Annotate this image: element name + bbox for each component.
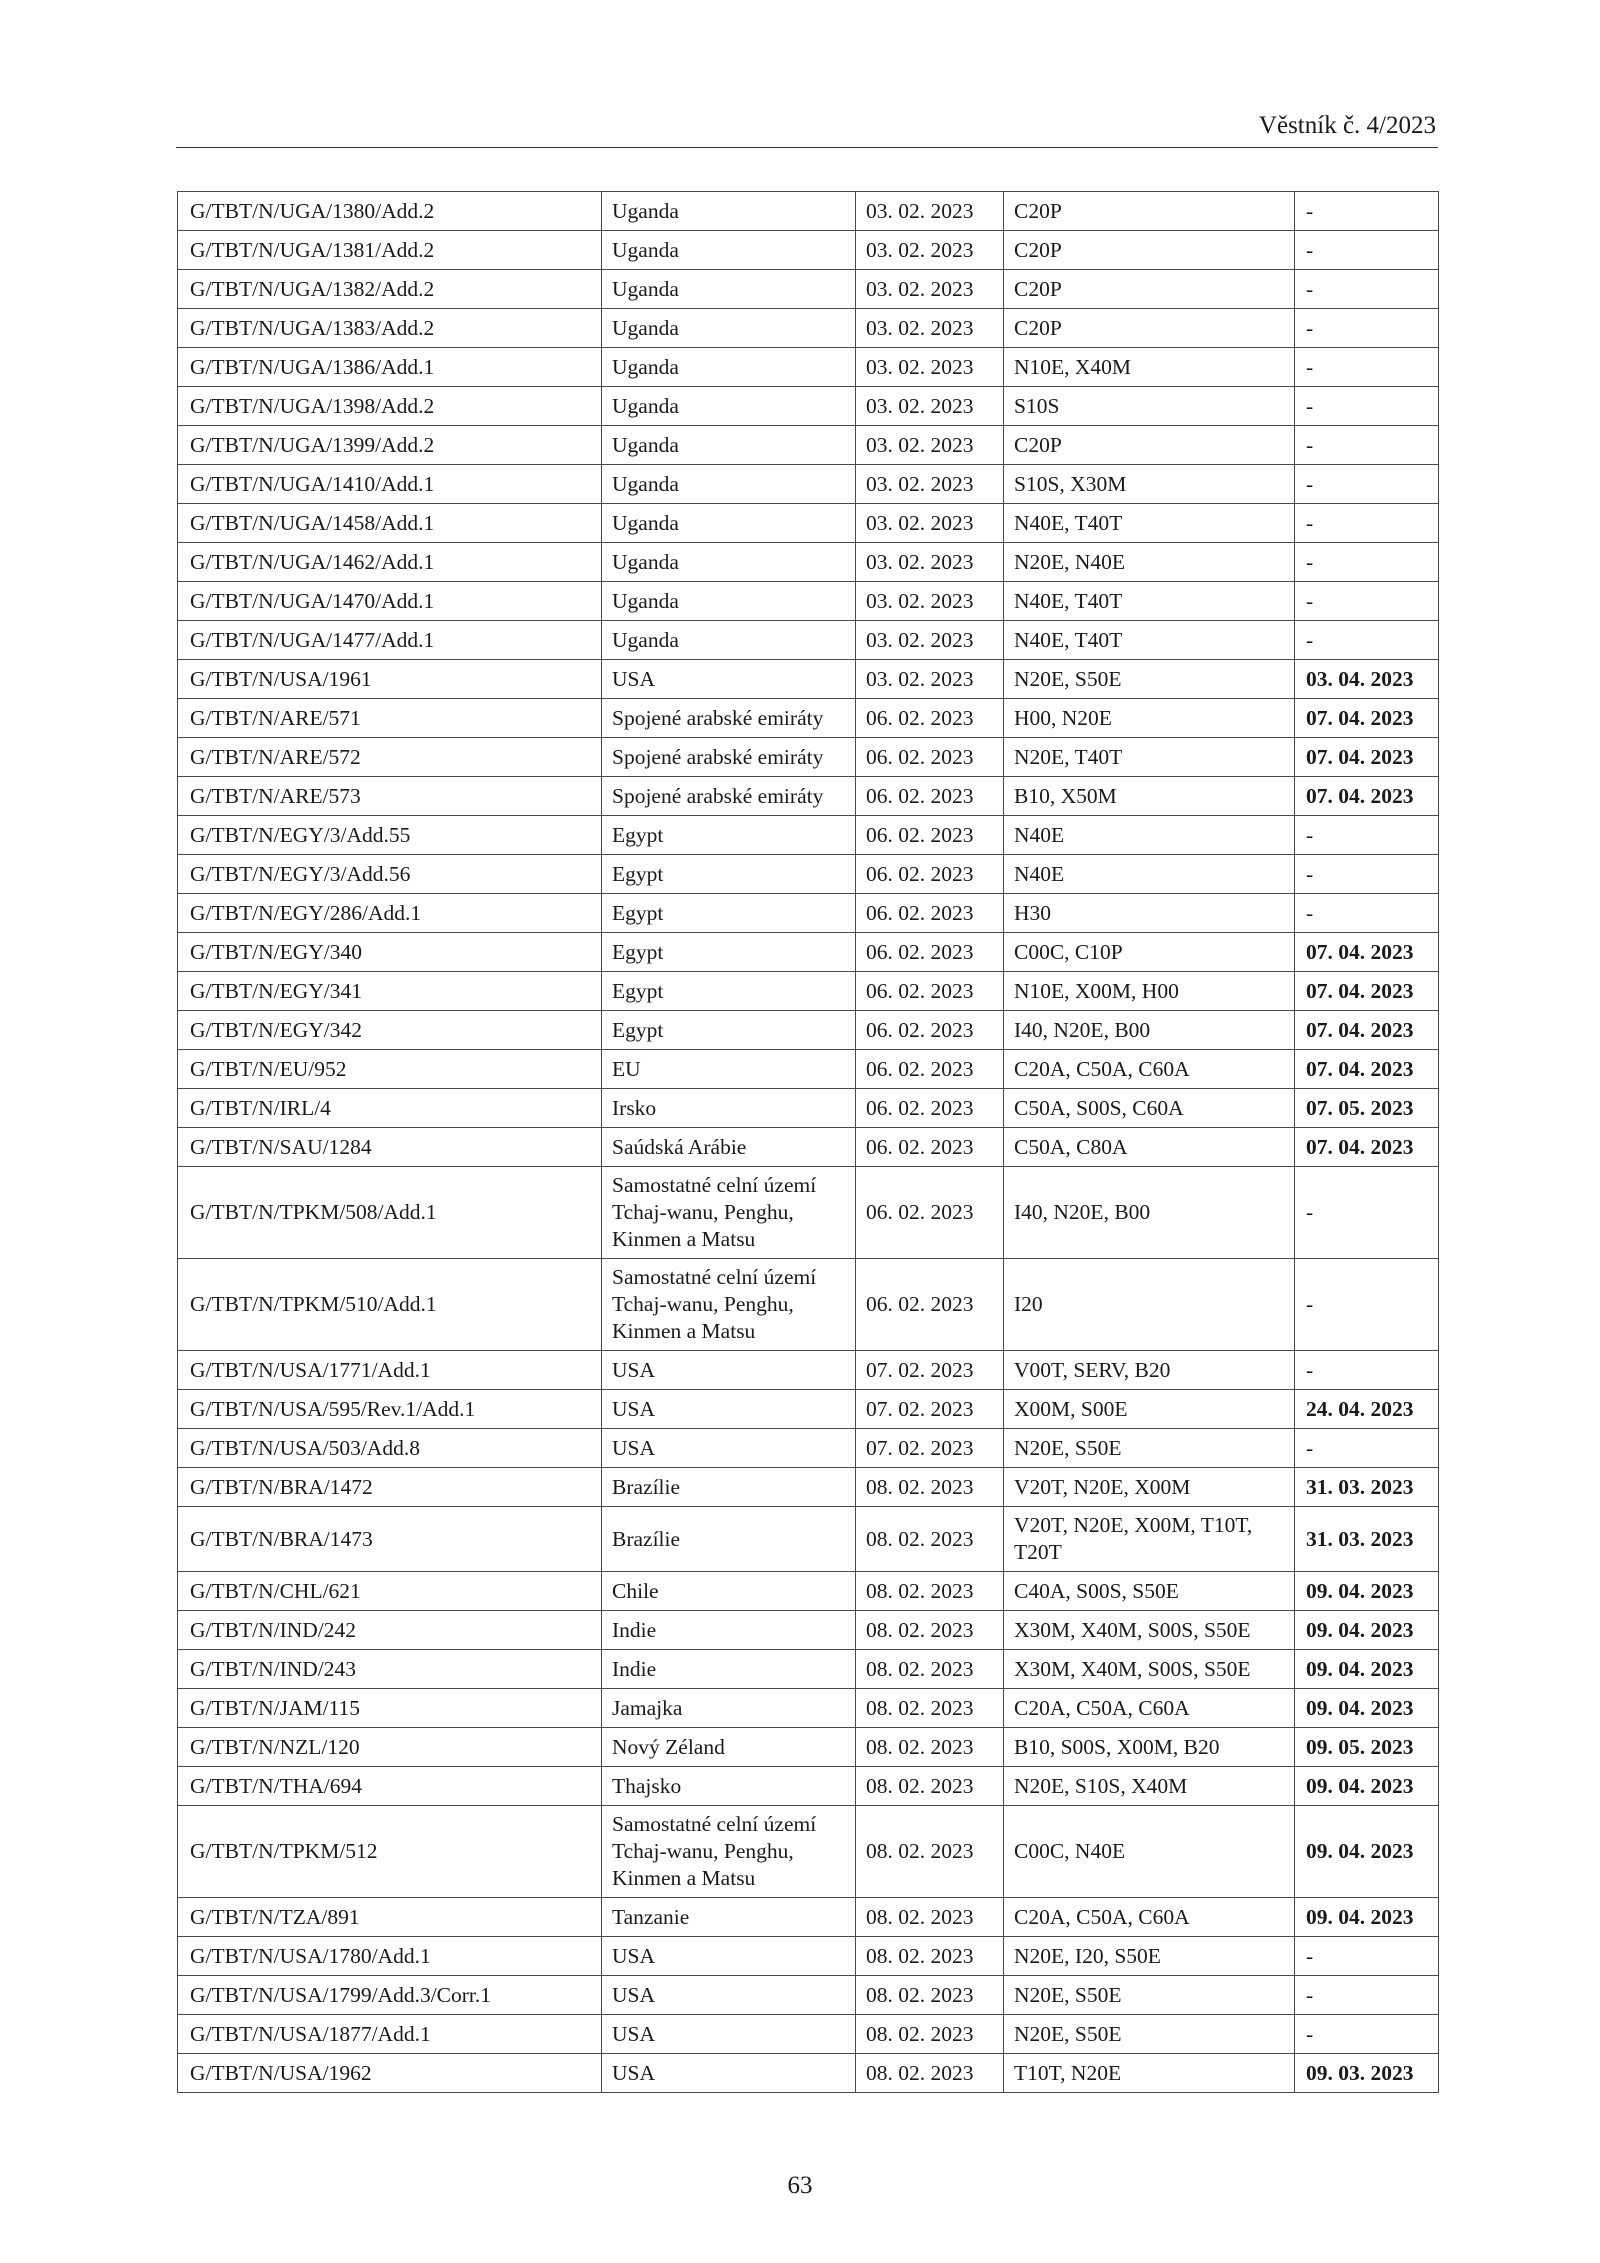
date-cell: 06. 02. 2023 (856, 1167, 1004, 1259)
member-cell: Uganda (602, 231, 856, 270)
document-symbol-cell: G/TBT/N/BRA/1473 (178, 1507, 602, 1572)
member-cell: Thajsko (602, 1767, 856, 1806)
table-body (178, 192, 1439, 2093)
document-symbol-cell: G/TBT/N/UGA/1477/Add.1 (178, 621, 602, 660)
date-cell: 03. 02. 2023 (856, 309, 1004, 348)
date-cell: 08. 02. 2023 (856, 1767, 1004, 1806)
document-symbol-cell: G/TBT/N/IRL/4 (178, 1089, 602, 1128)
deadline-cell: 09. 04. 2023 (1295, 1898, 1439, 1937)
member-cell: Nový Zéland (602, 1728, 856, 1767)
date-cell: 07. 02. 2023 (856, 1429, 1004, 1468)
codes-cell: V20T, N20E, X00M, T10T, T20T (1004, 1507, 1295, 1572)
date-cell: 03. 02. 2023 (856, 582, 1004, 621)
table-row (178, 1507, 1439, 1572)
document-symbol-cell: G/TBT/N/THA/694 (178, 1767, 602, 1806)
member-cell: Samostatné celní území Tchaj-wanu, Penghu, Kinmen a Matsu (602, 1167, 856, 1259)
document-symbol-cell: G/TBT/N/ARE/571 (178, 699, 602, 738)
page-number: 63 (787, 2172, 813, 2199)
member-cell: Uganda (602, 621, 856, 660)
date-cell: 03. 02. 2023 (856, 192, 1004, 231)
codes-cell: X30M, X40M, S00S, S50E (1004, 1611, 1295, 1650)
document-symbol-cell: G/TBT/N/BRA/1472 (178, 1468, 602, 1507)
table-row (178, 1128, 1439, 1167)
codes-cell: V00T, SERV, B20 (1004, 1351, 1295, 1390)
member-cell: Egypt (602, 1011, 856, 1050)
deadline-cell: - (1295, 1351, 1439, 1390)
deadline-cell: - (1295, 2015, 1439, 2054)
document-symbol-cell: G/TBT/N/EGY/3/Add.56 (178, 855, 602, 894)
document-symbol-cell: G/TBT/N/USA/595/Rev.1/Add.1 (178, 1390, 602, 1429)
table-row (178, 1689, 1439, 1728)
codes-cell: N20E, S50E (1004, 1429, 1295, 1468)
deadline-cell: 09. 04. 2023 (1295, 1650, 1439, 1689)
date-cell: 08. 02. 2023 (856, 1806, 1004, 1898)
document-symbol-cell: G/TBT/N/USA/1799/Add.3/Corr.1 (178, 1976, 602, 2015)
table-row (178, 1937, 1439, 1976)
deadline-cell: 07. 04. 2023 (1295, 933, 1439, 972)
table-row (178, 348, 1439, 387)
date-cell: 06. 02. 2023 (856, 894, 1004, 933)
document-symbol-cell: G/TBT/N/EU/952 (178, 1050, 602, 1089)
document-symbol-cell: G/TBT/N/ARE/572 (178, 738, 602, 777)
table-row (178, 309, 1439, 348)
document-symbol-cell: G/TBT/N/NZL/120 (178, 1728, 602, 1767)
document-symbol-cell: G/TBT/N/EGY/3/Add.55 (178, 816, 602, 855)
codes-cell: C00C, N40E (1004, 1806, 1295, 1898)
deadline-cell: 09. 04. 2023 (1295, 1572, 1439, 1611)
deadline-cell: 09. 03. 2023 (1295, 2054, 1439, 2093)
deadline-cell: - (1295, 192, 1439, 231)
document-symbol-cell: G/TBT/N/USA/1962 (178, 2054, 602, 2093)
table-row (178, 1468, 1439, 1507)
codes-cell: B10, X50M (1004, 777, 1295, 816)
member-cell: USA (602, 1390, 856, 1429)
date-cell: 06. 02. 2023 (856, 855, 1004, 894)
document-symbol-cell: G/TBT/N/UGA/1470/Add.1 (178, 582, 602, 621)
codes-cell: N20E, I20, S50E (1004, 1937, 1295, 1976)
codes-cell: C20P (1004, 426, 1295, 465)
table-row (178, 699, 1439, 738)
table-row (178, 816, 1439, 855)
document-symbol-cell: G/TBT/N/USA/1780/Add.1 (178, 1937, 602, 1976)
date-cell: 06. 02. 2023 (856, 816, 1004, 855)
codes-cell: N20E, S50E (1004, 660, 1295, 699)
document-symbol-cell: G/TBT/N/USA/1961 (178, 660, 602, 699)
document-symbol-cell: G/TBT/N/UGA/1381/Add.2 (178, 231, 602, 270)
notifications-table (177, 191, 1439, 2093)
document-symbol-cell: G/TBT/N/UGA/1462/Add.1 (178, 543, 602, 582)
member-cell: Tanzanie (602, 1898, 856, 1937)
document-symbol-cell: G/TBT/N/TPKM/508/Add.1 (178, 1167, 602, 1259)
deadline-cell: - (1295, 816, 1439, 855)
table-row (178, 972, 1439, 1011)
table-row (178, 504, 1439, 543)
deadline-cell: - (1295, 465, 1439, 504)
deadline-cell: 07. 04. 2023 (1295, 1128, 1439, 1167)
member-cell: USA (602, 2054, 856, 2093)
date-cell: 06. 02. 2023 (856, 777, 1004, 816)
table-row (178, 465, 1439, 504)
date-cell: 06. 02. 2023 (856, 1128, 1004, 1167)
deadline-cell: 07. 04. 2023 (1295, 777, 1439, 816)
table-row (178, 777, 1439, 816)
document-symbol-cell: G/TBT/N/IND/242 (178, 1611, 602, 1650)
date-cell: 03. 02. 2023 (856, 465, 1004, 504)
codes-cell: V20T, N20E, X00M (1004, 1468, 1295, 1507)
codes-cell: C20P (1004, 309, 1295, 348)
date-cell: 08. 02. 2023 (856, 2015, 1004, 2054)
deadline-cell: 07. 04. 2023 (1295, 1050, 1439, 1089)
member-cell: Uganda (602, 387, 856, 426)
member-cell: USA (602, 2015, 856, 2054)
date-cell: 03. 02. 2023 (856, 621, 1004, 660)
deadline-cell: 09. 04. 2023 (1295, 1806, 1439, 1898)
deadline-cell: - (1295, 426, 1439, 465)
table-row (178, 543, 1439, 582)
member-cell: Spojené arabské emiráty (602, 738, 856, 777)
deadline-cell: - (1295, 231, 1439, 270)
date-cell: 03. 02. 2023 (856, 231, 1004, 270)
document-symbol-cell: G/TBT/N/USA/1877/Add.1 (178, 2015, 602, 2054)
table-row (178, 1728, 1439, 1767)
codes-cell: N20E, S50E (1004, 1976, 1295, 2015)
codes-cell: X30M, X40M, S00S, S50E (1004, 1650, 1295, 1689)
table-row (178, 621, 1439, 660)
deadline-cell: - (1295, 270, 1439, 309)
table-row (178, 1259, 1439, 1351)
codes-cell: S10S, X30M (1004, 465, 1295, 504)
table-row (178, 231, 1439, 270)
codes-cell: B10, S00S, X00M, B20 (1004, 1728, 1295, 1767)
date-cell: 08. 02. 2023 (856, 1572, 1004, 1611)
member-cell: Egypt (602, 894, 856, 933)
document-symbol-cell: G/TBT/N/JAM/115 (178, 1689, 602, 1728)
deadline-cell: - (1295, 1429, 1439, 1468)
document-symbol-cell: G/TBT/N/SAU/1284 (178, 1128, 602, 1167)
codes-cell: N20E, S10S, X40M (1004, 1767, 1295, 1806)
date-cell: 07. 02. 2023 (856, 1351, 1004, 1390)
table-row (178, 2054, 1439, 2093)
deadline-cell: - (1295, 1167, 1439, 1259)
deadline-cell: 07. 04. 2023 (1295, 972, 1439, 1011)
date-cell: 06. 02. 2023 (856, 1011, 1004, 1050)
codes-cell: H30 (1004, 894, 1295, 933)
date-cell: 06. 02. 2023 (856, 933, 1004, 972)
codes-cell: N40E, T40T (1004, 621, 1295, 660)
table-row (178, 1167, 1439, 1259)
codes-cell: C40A, S00S, S50E (1004, 1572, 1295, 1611)
deadline-cell: - (1295, 894, 1439, 933)
codes-cell: C00C, C10P (1004, 933, 1295, 972)
member-cell: Egypt (602, 855, 856, 894)
deadline-cell: - (1295, 621, 1439, 660)
document-symbol-cell: G/TBT/N/EGY/342 (178, 1011, 602, 1050)
deadline-cell: 07. 04. 2023 (1295, 699, 1439, 738)
deadline-cell: - (1295, 1937, 1439, 1976)
codes-cell: N20E, S50E (1004, 2015, 1295, 2054)
date-cell: 08. 02. 2023 (856, 1507, 1004, 1572)
table-row (178, 1429, 1439, 1468)
table-row (178, 1976, 1439, 2015)
member-cell: Chile (602, 1572, 856, 1611)
member-cell: Uganda (602, 192, 856, 231)
codes-cell: H00, N20E (1004, 699, 1295, 738)
document-symbol-cell: G/TBT/N/EGY/286/Add.1 (178, 894, 602, 933)
table-row (178, 894, 1439, 933)
deadline-cell: 31. 03. 2023 (1295, 1507, 1439, 1572)
codes-cell: N20E, N40E (1004, 543, 1295, 582)
member-cell: Egypt (602, 933, 856, 972)
member-cell: USA (602, 1937, 856, 1976)
member-cell: Indie (602, 1611, 856, 1650)
table-row (178, 1050, 1439, 1089)
codes-cell: C50A, C80A (1004, 1128, 1295, 1167)
member-cell: USA (602, 1351, 856, 1390)
member-cell: Uganda (602, 465, 856, 504)
codes-cell: C20P (1004, 231, 1295, 270)
date-cell: 08. 02. 2023 (856, 1728, 1004, 1767)
document-symbol-cell: G/TBT/N/EGY/340 (178, 933, 602, 972)
document-symbol-cell: G/TBT/N/UGA/1398/Add.2 (178, 387, 602, 426)
table-row (178, 1611, 1439, 1650)
codes-cell: N40E, T40T (1004, 504, 1295, 543)
document-symbol-cell: G/TBT/N/UGA/1383/Add.2 (178, 309, 602, 348)
document-symbol-cell: G/TBT/N/TPKM/512 (178, 1806, 602, 1898)
table-row (178, 387, 1439, 426)
codes-cell: T10T, N20E (1004, 2054, 1295, 2093)
deadline-cell: - (1295, 855, 1439, 894)
member-cell: Uganda (602, 270, 856, 309)
deadline-cell: 31. 03. 2023 (1295, 1468, 1439, 1507)
date-cell: 06. 02. 2023 (856, 972, 1004, 1011)
codes-cell: S10S (1004, 387, 1295, 426)
deadline-cell: - (1295, 1976, 1439, 2015)
member-cell: Uganda (602, 426, 856, 465)
document-symbol-cell: G/TBT/N/UGA/1458/Add.1 (178, 504, 602, 543)
date-cell: 03. 02. 2023 (856, 426, 1004, 465)
table-row (178, 855, 1439, 894)
member-cell: Samostatné celní území Tchaj-wanu, Penghu, Kinmen a Matsu (602, 1259, 856, 1351)
deadline-cell: - (1295, 504, 1439, 543)
date-cell: 08. 02. 2023 (856, 1611, 1004, 1650)
member-cell: Brazílie (602, 1468, 856, 1507)
table-row (178, 738, 1439, 777)
codes-cell: I40, N20E, B00 (1004, 1167, 1295, 1259)
date-cell: 06. 02. 2023 (856, 699, 1004, 738)
document-symbol-cell: G/TBT/N/ARE/573 (178, 777, 602, 816)
table-row (178, 582, 1439, 621)
date-cell: 03. 02. 2023 (856, 387, 1004, 426)
member-cell: USA (602, 1976, 856, 2015)
member-cell: Uganda (602, 348, 856, 387)
codes-cell: C50A, S00S, C60A (1004, 1089, 1295, 1128)
member-cell: Uganda (602, 309, 856, 348)
table-row (178, 1806, 1439, 1898)
codes-cell: N40E (1004, 855, 1295, 894)
date-cell: 03. 02. 2023 (856, 660, 1004, 699)
codes-cell: C20A, C50A, C60A (1004, 1898, 1295, 1937)
date-cell: 08. 02. 2023 (856, 2054, 1004, 2093)
codes-cell: C20A, C50A, C60A (1004, 1689, 1295, 1728)
table-row (178, 1390, 1439, 1429)
deadline-cell: - (1295, 309, 1439, 348)
date-cell: 03. 02. 2023 (856, 504, 1004, 543)
deadline-cell: - (1295, 387, 1439, 426)
document-symbol-cell: G/TBT/N/TPKM/510/Add.1 (178, 1259, 602, 1351)
member-cell: USA (602, 660, 856, 699)
page-header (176, 111, 1438, 148)
document-symbol-cell: G/TBT/N/UGA/1399/Add.2 (178, 426, 602, 465)
date-cell: 07. 02. 2023 (856, 1390, 1004, 1429)
deadline-cell: 07. 05. 2023 (1295, 1089, 1439, 1128)
date-cell: 06. 02. 2023 (856, 1089, 1004, 1128)
date-cell: 03. 02. 2023 (856, 270, 1004, 309)
table-row (178, 1011, 1439, 1050)
date-cell: 08. 02. 2023 (856, 1937, 1004, 1976)
member-cell: Jamajka (602, 1689, 856, 1728)
codes-cell: N40E, T40T (1004, 582, 1295, 621)
member-cell: Irsko (602, 1089, 856, 1128)
table-row (178, 2015, 1439, 2054)
deadline-cell: 09. 04. 2023 (1295, 1689, 1439, 1728)
member-cell: Uganda (602, 543, 856, 582)
member-cell: Brazílie (602, 1507, 856, 1572)
codes-cell: C20A, C50A, C60A (1004, 1050, 1295, 1089)
date-cell: 06. 02. 2023 (856, 738, 1004, 777)
document-symbol-cell: G/TBT/N/CHL/621 (178, 1572, 602, 1611)
date-cell: 08. 02. 2023 (856, 1650, 1004, 1689)
codes-cell: C20P (1004, 192, 1295, 231)
codes-cell: N10E, X00M, H00 (1004, 972, 1295, 1011)
bulletin-title: Věstník č. 4/2023 (1258, 112, 1436, 139)
document-symbol-cell: G/TBT/N/USA/1771/Add.1 (178, 1351, 602, 1390)
document-symbol-cell: G/TBT/N/USA/503/Add.8 (178, 1429, 602, 1468)
table-row (178, 1572, 1439, 1611)
notifications-table-wrapper (177, 191, 1438, 2093)
deadline-cell: - (1295, 348, 1439, 387)
member-cell: Spojené arabské emiráty (602, 777, 856, 816)
member-cell: Uganda (602, 582, 856, 621)
table-row (178, 426, 1439, 465)
table-row (178, 192, 1439, 231)
member-cell: Uganda (602, 504, 856, 543)
date-cell: 06. 02. 2023 (856, 1050, 1004, 1089)
document-symbol-cell: G/TBT/N/IND/243 (178, 1650, 602, 1689)
table-row (178, 933, 1439, 972)
date-cell: 06. 02. 2023 (856, 1259, 1004, 1351)
member-cell: Egypt (602, 972, 856, 1011)
date-cell: 08. 02. 2023 (856, 1689, 1004, 1728)
codes-cell: N40E (1004, 816, 1295, 855)
table-row (178, 660, 1439, 699)
member-cell: Indie (602, 1650, 856, 1689)
codes-cell: N20E, T40T (1004, 738, 1295, 777)
deadline-cell: - (1295, 543, 1439, 582)
date-cell: 08. 02. 2023 (856, 1468, 1004, 1507)
date-cell: 08. 02. 2023 (856, 1976, 1004, 2015)
table-row (178, 1089, 1439, 1128)
table-row (178, 1767, 1439, 1806)
deadline-cell: 09. 04. 2023 (1295, 1611, 1439, 1650)
table-row (178, 270, 1439, 309)
document-symbol-cell: G/TBT/N/EGY/341 (178, 972, 602, 1011)
date-cell: 08. 02. 2023 (856, 1898, 1004, 1937)
member-cell: Samostatné celní území Tchaj-wanu, Penghu, Kinmen a Matsu (602, 1806, 856, 1898)
codes-cell: X00M, S00E (1004, 1390, 1295, 1429)
deadline-cell: - (1295, 1259, 1439, 1351)
document-symbol-cell: G/TBT/N/UGA/1382/Add.2 (178, 270, 602, 309)
member-cell: EU (602, 1050, 856, 1089)
member-cell: Spojené arabské emiráty (602, 699, 856, 738)
deadline-cell: 03. 04. 2023 (1295, 660, 1439, 699)
deadline-cell: 07. 04. 2023 (1295, 1011, 1439, 1050)
codes-cell: I40, N20E, B00 (1004, 1011, 1295, 1050)
date-cell: 03. 02. 2023 (856, 543, 1004, 582)
deadline-cell: - (1295, 582, 1439, 621)
member-cell: Egypt (602, 816, 856, 855)
deadline-cell: 09. 04. 2023 (1295, 1767, 1439, 1806)
document-symbol-cell: G/TBT/N/TZA/891 (178, 1898, 602, 1937)
deadline-cell: 07. 04. 2023 (1295, 738, 1439, 777)
table-row (178, 1351, 1439, 1390)
date-cell: 03. 02. 2023 (856, 348, 1004, 387)
member-cell: USA (602, 1429, 856, 1468)
document-symbol-cell: G/TBT/N/UGA/1386/Add.1 (178, 348, 602, 387)
document-symbol-cell: G/TBT/N/UGA/1410/Add.1 (178, 465, 602, 504)
table-row (178, 1650, 1439, 1689)
member-cell: Saúdská Arábie (602, 1128, 856, 1167)
document-symbol-cell: G/TBT/N/UGA/1380/Add.2 (178, 192, 602, 231)
deadline-cell: 09. 05. 2023 (1295, 1728, 1439, 1767)
codes-cell: I20 (1004, 1259, 1295, 1351)
codes-cell: N10E, X40M (1004, 348, 1295, 387)
table-row (178, 1898, 1439, 1937)
deadline-cell: 24. 04. 2023 (1295, 1390, 1439, 1429)
codes-cell: C20P (1004, 270, 1295, 309)
